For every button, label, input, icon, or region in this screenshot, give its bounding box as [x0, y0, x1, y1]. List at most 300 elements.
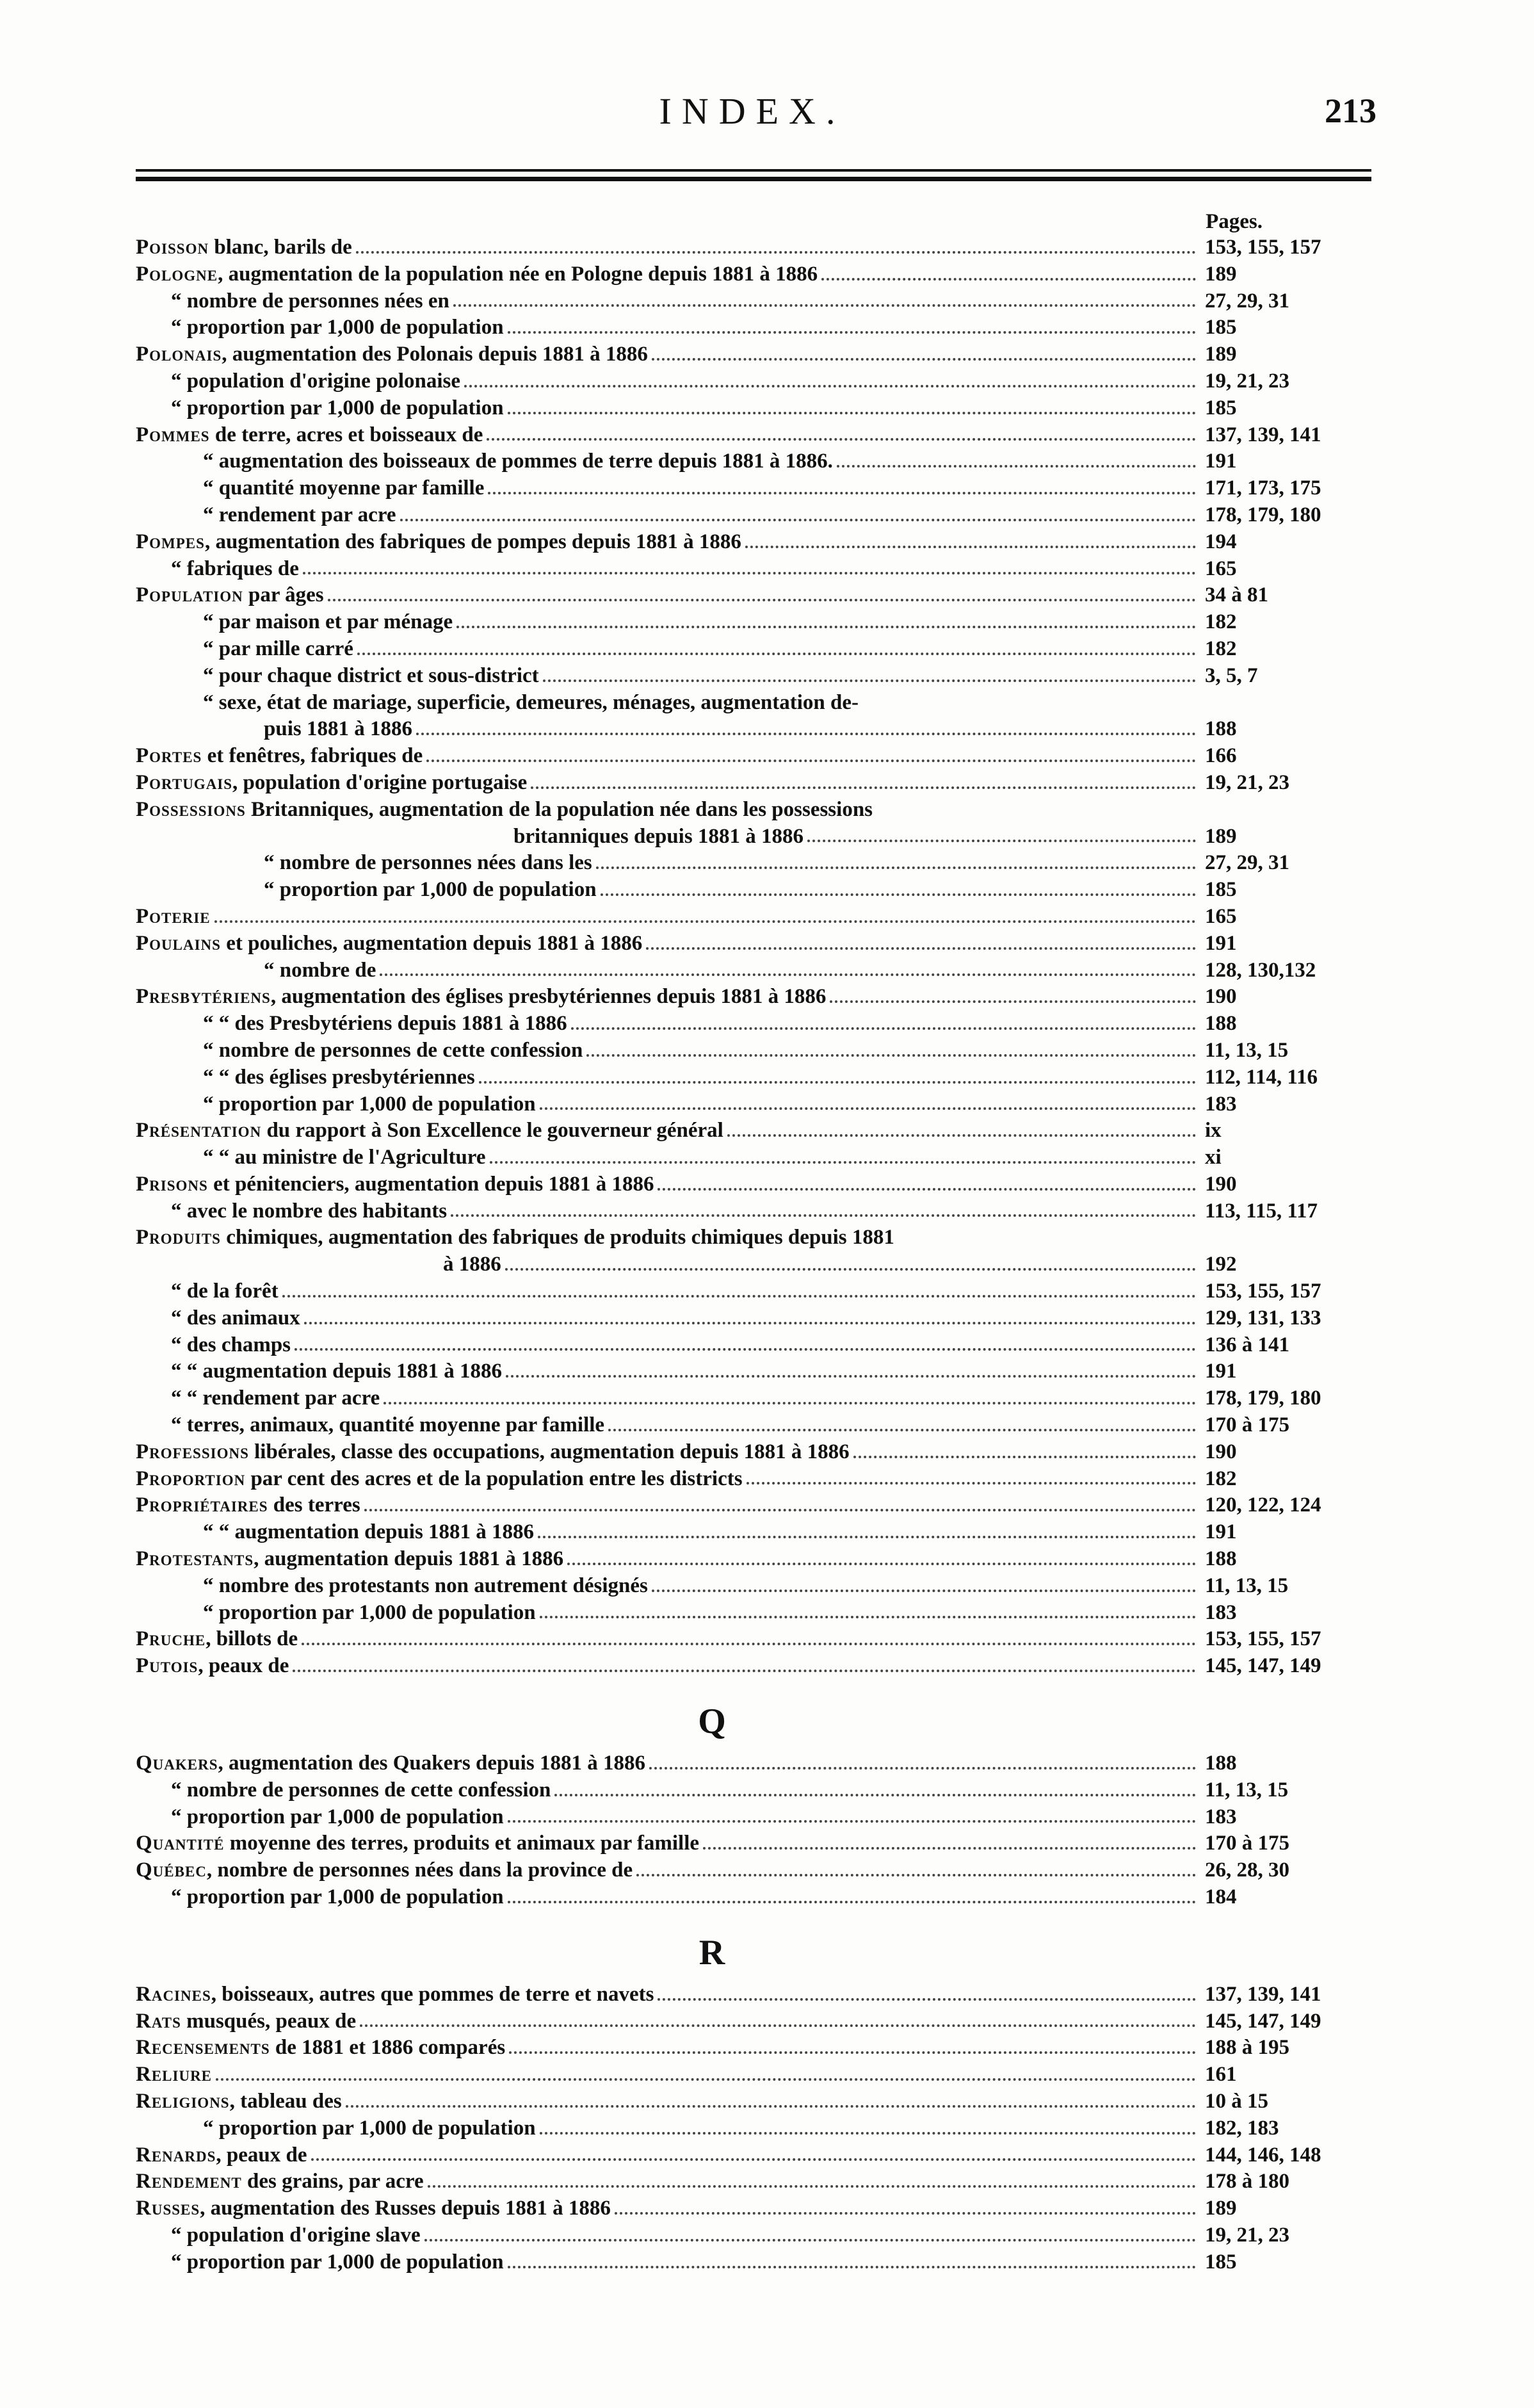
dot-leader — [531, 770, 1196, 789]
dot-leader — [303, 556, 1196, 575]
entry-text: à 1886 — [443, 1253, 501, 1276]
dot-leader — [400, 502, 1196, 521]
entry-heading: Propriétaires — [136, 1493, 268, 1517]
index-entry — [136, 2168, 1371, 2195]
entry-heading: Quakers — [136, 1752, 218, 1775]
entry-pages: 166 — [1205, 744, 1237, 768]
entry-pages: 189 — [1205, 2197, 1237, 2220]
entry-heading: Pruche — [136, 1627, 206, 1651]
dot-leader — [214, 904, 1196, 923]
dot-leader — [304, 1305, 1196, 1324]
entry-text: par âges — [248, 583, 324, 607]
entry-pages: 191 — [1205, 1520, 1237, 1544]
entry-text: , boisseaux, autres que pommes de terre et navets — [211, 1982, 654, 2006]
dot-leader — [456, 609, 1196, 628]
dot-leader — [216, 2062, 1196, 2081]
entry-pages: 185 — [1205, 396, 1237, 419]
index-entry — [136, 1251, 1371, 1278]
index-entry — [136, 1519, 1371, 1546]
dot-leader — [571, 1011, 1196, 1030]
entry-pages: 26, 28, 30 — [1205, 1859, 1289, 1882]
dot-leader — [658, 1171, 1196, 1191]
entry-text: “ sexe, état de mariage, superficie, demeures, ménages, augmentation de- — [203, 690, 859, 714]
entry-text: , augmentation des Quakers depuis 1881 à 1886 — [218, 1752, 645, 1775]
entry-text: , billots de — [206, 1627, 298, 1651]
entry-pages: 182 — [1205, 637, 1237, 660]
index-entry — [136, 1144, 1371, 1171]
entry-pages: 165 — [1205, 557, 1237, 580]
entry-text: “ “ des églises presbytériennes — [203, 1065, 475, 1089]
entry-pages: 112, 114, 116 — [1205, 1065, 1318, 1089]
entry-pages: 178, 179, 180 — [1205, 1387, 1321, 1410]
entry-text: “ nombre de — [264, 958, 376, 982]
index-entry — [136, 582, 1371, 609]
entry-pages: 178, 179, 180 — [1205, 503, 1321, 526]
entry-text: “ proportion par 1,000 de population — [171, 396, 504, 419]
entry-pages: 11, 13, 15 — [1205, 1574, 1289, 1597]
dot-leader — [416, 716, 1196, 735]
entry-text: “ proportion par 1,000 de population — [203, 2116, 536, 2140]
entry-text: “ augmentation des boisseaux de pommes de terre depuis 1881 à 1886. — [203, 450, 833, 473]
entry-text: “ pour chaque district et sous-district — [203, 663, 539, 687]
dot-leader — [853, 1439, 1196, 1458]
dot-leader — [646, 931, 1196, 950]
entry-pages: 153, 155, 157 — [1205, 236, 1321, 259]
entry-text: “ fabriques de — [171, 557, 299, 580]
dot-leader — [384, 1385, 1196, 1404]
entry-heading: Rats — [136, 2009, 181, 2033]
entry-text: puis 1881 à 1886 — [264, 717, 412, 741]
index-entry — [136, 1653, 1371, 1680]
entry-pages: 153, 155, 157 — [1205, 1280, 1321, 1303]
dot-leader — [540, 2115, 1196, 2135]
entry-text: “ proportion par 1,000 de population — [171, 1805, 504, 1828]
dot-leader — [554, 1777, 1196, 1796]
entry-text: de terre, acres et boisseaux de — [214, 423, 483, 446]
dot-leader — [508, 314, 1196, 334]
index-entry — [136, 1385, 1371, 1412]
entry-pages: 161 — [1205, 2063, 1237, 2087]
entry-text: “ proportion par 1,000 de population — [264, 878, 597, 902]
index-entry — [136, 636, 1371, 663]
index-entry — [136, 716, 1371, 743]
entry-pages: 11, 13, 15 — [1205, 1038, 1289, 1062]
index-entry — [136, 448, 1371, 475]
entry-text: “ proportion par 1,000 de population — [171, 316, 504, 339]
dot-leader — [328, 582, 1196, 601]
entry-text: “ des animaux — [171, 1306, 300, 1330]
index-entry — [136, 1884, 1371, 1911]
dot-leader — [487, 422, 1196, 441]
dot-leader — [658, 1981, 1196, 2001]
index-entry — [136, 1358, 1371, 1385]
index-entry — [136, 663, 1371, 690]
entry-text: “ proportion par 1,000 de population — [171, 2250, 504, 2274]
dot-leader — [543, 663, 1196, 682]
index-entry — [136, 1626, 1371, 1653]
index-entry — [136, 904, 1371, 931]
entry-pages: 170 à 175 — [1205, 1413, 1289, 1437]
entry-text: , tableau des — [229, 2090, 342, 2113]
entry-heading: Presbytériens — [136, 985, 271, 1009]
dot-leader — [360, 2008, 1196, 2028]
dot-leader — [488, 475, 1196, 494]
entry-text: “ “ des Presbytériens depuis 1881 à 1886 — [203, 1012, 567, 1036]
entry-text: et fenêtres, fabriques de — [207, 744, 423, 768]
entry-heading: Professions — [136, 1440, 249, 1463]
index-entry — [136, 1804, 1371, 1831]
dot-leader — [747, 1466, 1196, 1485]
entry-pages: 3, 5, 7 — [1205, 663, 1258, 687]
entry-pages: 182 — [1205, 1467, 1237, 1490]
entry-text: “ nombre de personnes nées dans les — [264, 851, 592, 875]
dot-leader — [649, 1750, 1196, 1769]
entry-text: “ terres, animaux, quantité moyenne par famille — [171, 1413, 605, 1437]
index-entry — [136, 1830, 1371, 1857]
index-entry — [136, 1600, 1371, 1627]
entry-pages: 120, 122, 124 — [1205, 1493, 1321, 1517]
entry-pages: ix — [1205, 1119, 1222, 1143]
entry-pages: 182 — [1205, 610, 1237, 634]
entry-pages: 19, 21, 23 — [1205, 770, 1289, 794]
entry-text: “ par mille carré — [203, 637, 353, 660]
index-entry — [136, 2115, 1371, 2142]
dot-leader — [807, 824, 1196, 843]
entry-text: “ avec le nombre des habitants — [171, 1199, 448, 1223]
entry-heading: Religions — [136, 2090, 230, 2113]
entry-text: “ “ augmentation depuis 1881 à 1886 — [203, 1520, 535, 1544]
index-entry — [136, 1857, 1371, 1884]
entry-pages: 136 à 141 — [1205, 1333, 1289, 1356]
index-entry — [136, 1412, 1371, 1439]
entry-text: “ quantité moyenne par famille — [203, 476, 485, 500]
entry-text: par cent des acres et de la population entre les districts — [250, 1467, 743, 1490]
entry-pages: 27, 29, 31 — [1205, 851, 1289, 875]
index-entry — [136, 529, 1371, 556]
entry-pages: 194 — [1205, 530, 1237, 553]
dot-leader — [346, 2088, 1196, 2108]
entry-pages: 178 à 180 — [1205, 2170, 1289, 2193]
index-entry — [136, 2008, 1371, 2035]
entry-pages: 128, 130,132 — [1205, 958, 1316, 982]
page-header — [128, 90, 1377, 141]
entry-text: , augmentation des églises presbytériennes depuis 1881 à 1886 — [270, 985, 827, 1009]
index-entry — [136, 1091, 1371, 1118]
entry-pages: 189 — [1205, 343, 1237, 366]
index-entry — [136, 341, 1371, 368]
index-entry — [136, 2222, 1371, 2249]
entry-heading: Population — [136, 583, 243, 607]
entry-text: , augmentation des fabriques de pompes depuis 1881 à 1886 — [204, 530, 741, 553]
index-entry — [136, 1305, 1371, 1332]
entry-heading: Présentation — [136, 1119, 262, 1143]
entry-heading: Pommes — [136, 423, 210, 446]
entry-text: des grains, par acre — [246, 2170, 424, 2193]
index-entry — [136, 314, 1371, 341]
dot-leader — [508, 395, 1196, 414]
index-entry — [136, 1439, 1371, 1466]
entry-pages: 10 à 15 — [1205, 2090, 1268, 2113]
entry-pages: 34 à 81 — [1205, 583, 1268, 607]
entry-text: chimiques, augmentation des fabriques de produits chimiques depuis 1881 — [226, 1226, 894, 1249]
index-entry — [136, 556, 1371, 583]
entry-text: “ rendement par acre — [203, 503, 396, 526]
dot-leader — [424, 2222, 1196, 2241]
index-entry — [136, 743, 1371, 770]
entry-text: , peaux de — [216, 2143, 307, 2167]
dot-leader — [293, 1653, 1196, 1672]
index-entry — [136, 957, 1371, 984]
entry-pages: 137, 139, 141 — [1205, 423, 1321, 446]
entry-text: , augmentation de la population née en Pologne depuis 1881 à 1886 — [218, 262, 818, 286]
index-entry — [136, 1171, 1371, 1198]
index-entry — [136, 1777, 1371, 1804]
index-entry — [136, 475, 1371, 502]
header-rule-thin — [136, 169, 1371, 172]
index-entry — [136, 797, 1371, 824]
entry-text: “ nombre des protestants non autrement désignés — [203, 1574, 648, 1597]
dot-leader — [426, 743, 1196, 762]
entry-text: , nombre de personnes nées dans la province de — [206, 1859, 633, 1882]
entry-text: “ population d'origine polonaise — [171, 369, 461, 393]
entry-heading: Polonais — [136, 343, 222, 366]
index-entry — [136, 2142, 1371, 2169]
entry-pages: 188 — [1205, 1547, 1237, 1571]
entry-heading: Pologne — [136, 262, 218, 286]
entry-pages: 182, 183 — [1205, 2116, 1279, 2140]
entry-heading: Pompes — [136, 530, 205, 553]
entry-text: blanc, barils de — [214, 236, 352, 259]
dot-leader — [356, 234, 1196, 254]
entry-pages: 170 à 175 — [1205, 1832, 1289, 1855]
header-rule-thick — [136, 177, 1371, 181]
dot-leader — [508, 1804, 1196, 1823]
entry-heading: Quantité — [136, 1832, 225, 1855]
entry-text: libérales, classe des occupations, augmentation depuis 1881 à 1886 — [254, 1440, 850, 1463]
dot-leader — [830, 984, 1196, 1003]
dot-leader — [479, 1064, 1196, 1084]
dot-leader — [380, 957, 1196, 977]
entry-pages: 185 — [1205, 878, 1237, 902]
entry-text: musqués, peaux de — [186, 2009, 357, 2033]
dot-leader — [596, 850, 1196, 869]
entry-pages: 145, 147, 149 — [1205, 2009, 1321, 2033]
dot-leader — [601, 877, 1196, 896]
dot-leader — [428, 2168, 1196, 2188]
index-entry — [136, 1546, 1371, 1573]
dot-leader — [540, 1600, 1196, 1619]
dot-leader — [464, 368, 1196, 387]
index-entry — [136, 2195, 1371, 2222]
entry-heading: Québec — [136, 1859, 207, 1882]
entry-pages: 185 — [1205, 316, 1237, 339]
dot-leader — [508, 1884, 1196, 1903]
entry-heading: Proportion — [136, 1467, 246, 1490]
index-entry — [136, 2249, 1371, 2276]
dot-leader — [567, 1546, 1196, 1565]
index-entry — [136, 770, 1371, 797]
entry-text: , augmentation des Russes depuis 1881 à 1886 — [200, 2197, 611, 2220]
entry-text: “ par maison et par ménage — [203, 610, 453, 634]
entry-pages: 165 — [1205, 904, 1237, 928]
dot-leader — [282, 1278, 1196, 1298]
entry-pages: 188 — [1205, 1752, 1237, 1775]
entry-heading: Poisson — [136, 236, 209, 259]
dot-leader — [509, 2035, 1196, 2054]
entry-pages: 145, 147, 149 — [1205, 1654, 1321, 1678]
dot-leader — [652, 341, 1196, 361]
entry-pages: 189 — [1205, 824, 1237, 848]
index-entry — [136, 690, 1371, 717]
dot-leader — [311, 2142, 1196, 2161]
entry-text: “ “ rendement par acre — [171, 1387, 380, 1410]
index-entry — [136, 1750, 1371, 1777]
index-entry — [136, 1198, 1371, 1225]
entry-pages: 19, 21, 23 — [1205, 369, 1289, 393]
entry-pages: 153, 155, 157 — [1205, 1627, 1321, 1651]
entry-heading: Rendement — [136, 2170, 242, 2193]
entry-text: “ nombre de personnes nées en — [171, 289, 449, 313]
entry-heading: Renards — [136, 2143, 216, 2167]
entry-pages: 137, 139, 141 — [1205, 1982, 1321, 2006]
entry-pages: 183 — [1205, 1805, 1237, 1828]
dot-leader — [652, 1573, 1196, 1592]
entry-heading: Reliure — [136, 2063, 213, 2087]
index-entry — [136, 2035, 1371, 2062]
index-entry — [136, 931, 1371, 957]
dot-leader — [538, 1519, 1196, 1538]
entry-text: “ proportion par 1,000 de population — [203, 1092, 536, 1116]
dot-leader — [357, 636, 1196, 655]
index-entry — [136, 1981, 1371, 2008]
dot-leader — [837, 448, 1196, 468]
dot-leader — [703, 1830, 1196, 1850]
dot-leader — [295, 1332, 1196, 1351]
entry-text: “ proportion par 1,000 de population — [171, 1885, 504, 1909]
entry-heading: Portes — [136, 744, 202, 768]
dot-leader — [540, 1091, 1196, 1110]
dot-leader — [490, 1144, 1196, 1164]
index-body — [136, 210, 1371, 2276]
entry-heading: Possessions — [136, 797, 246, 821]
entry-pages: xi — [1205, 1146, 1222, 1169]
entry-heading: Protestants — [136, 1547, 254, 1571]
entry-text: “ nombre de personnes de cette confession — [203, 1038, 583, 1062]
dot-leader — [586, 1037, 1196, 1057]
index-entry — [136, 1573, 1371, 1600]
entry-pages: 171, 173, 175 — [1205, 476, 1321, 500]
page-number: 213 — [1325, 92, 1377, 130]
entry-pages: 190 — [1205, 1440, 1237, 1463]
entry-pages: 185 — [1205, 2250, 1237, 2274]
entry-pages: 184 — [1205, 1885, 1237, 1909]
entry-text: britanniques depuis 1881 à 1886 — [513, 824, 803, 848]
index-entry — [136, 824, 1371, 850]
entry-pages: 188 — [1205, 717, 1237, 741]
index-entry — [136, 1278, 1371, 1305]
index-entry — [136, 609, 1371, 636]
index-entry — [136, 1332, 1371, 1359]
entry-text: “ “ au ministre de l'Agriculture — [203, 1146, 486, 1169]
entry-pages: 113, 115, 117 — [1205, 1199, 1318, 1223]
entry-heading: Racines — [136, 1982, 211, 2006]
index-sections — [136, 234, 1371, 2276]
entry-text: , augmentation depuis 1881 à 1886 — [254, 1547, 564, 1571]
entry-pages: 183 — [1205, 1092, 1237, 1116]
dot-leader — [506, 1358, 1196, 1378]
entry-pages: 191 — [1205, 931, 1237, 955]
index-entry — [136, 850, 1371, 877]
index-entry — [136, 261, 1371, 288]
index-entry — [136, 2088, 1371, 2115]
entry-text: et pénitenciers, augmentation depuis 1881 à 1886 — [213, 1172, 654, 1196]
entry-pages: 129, 131, 133 — [1205, 1306, 1321, 1330]
index-entry — [136, 1492, 1371, 1519]
dot-leader — [636, 1857, 1196, 1876]
entry-text: Britanniques, augmentation de la population née dans les possessions — [251, 797, 873, 821]
entry-text: de 1881 et 1886 comparés — [275, 2036, 506, 2060]
index-entry — [136, 877, 1371, 904]
entry-text: , population d'origine portugaise — [232, 770, 528, 794]
dot-leader — [453, 288, 1196, 307]
entry-heading: Portugais — [136, 770, 233, 794]
entry-text: “ “ augmentation depuis 1881 à 1886 — [171, 1360, 503, 1383]
entry-pages: 191 — [1205, 1360, 1237, 1383]
entry-heading: Putois — [136, 1654, 198, 1678]
entry-text: “ nombre de personnes de cette confession — [171, 1778, 551, 1802]
index-entry — [136, 984, 1371, 1011]
entry-pages: 183 — [1205, 1600, 1237, 1624]
dot-leader — [364, 1492, 1196, 1511]
entry-pages: 192 — [1205, 1253, 1237, 1276]
entry-text: , augmentation des Polonais depuis 1881 à 1886 — [222, 343, 648, 366]
entry-heading: Produits — [136, 1226, 221, 1249]
dot-leader — [821, 261, 1196, 281]
dot-leader — [745, 529, 1196, 548]
page-title: INDEX. — [659, 90, 846, 132]
entry-pages: 144, 146, 148 — [1205, 2143, 1321, 2167]
index-entry — [136, 1037, 1371, 1064]
entry-pages: 11, 13, 15 — [1205, 1778, 1289, 1802]
index-entry — [136, 368, 1371, 395]
entry-text: des terres — [273, 1493, 360, 1517]
pages-column-heading: Pages. — [1206, 210, 1263, 233]
index-entry — [136, 422, 1371, 449]
index-entry — [136, 395, 1371, 422]
dot-leader — [505, 1251, 1196, 1271]
entry-heading: Recensements — [136, 2036, 270, 2060]
index-entry — [136, 1118, 1371, 1144]
entry-text: du rapport à Son Excellence le gouverneur général — [266, 1119, 723, 1143]
index-entry — [136, 1064, 1371, 1091]
dot-leader — [615, 2195, 1196, 2215]
dot-leader — [608, 1412, 1196, 1431]
entry-heading: Russes — [136, 2197, 200, 2220]
entry-pages: 188 à 195 — [1205, 2036, 1289, 2060]
section-letter: Q — [698, 1702, 726, 1742]
entry-text: “ population d'origine slave — [171, 2223, 421, 2247]
entry-text: , peaux de — [198, 1654, 289, 1678]
section-letter: R — [698, 1932, 725, 1973]
index-entry — [136, 288, 1371, 315]
entry-pages: 189 — [1205, 262, 1237, 286]
entry-text: “ proportion par 1,000 de population — [203, 1600, 536, 1624]
index-entry — [136, 2062, 1371, 2088]
entry-pages: 27, 29, 31 — [1205, 289, 1289, 313]
entry-heading: Poulains — [136, 931, 221, 955]
entry-pages: 19, 21, 23 — [1205, 2223, 1289, 2247]
entry-pages: 190 — [1205, 985, 1237, 1009]
